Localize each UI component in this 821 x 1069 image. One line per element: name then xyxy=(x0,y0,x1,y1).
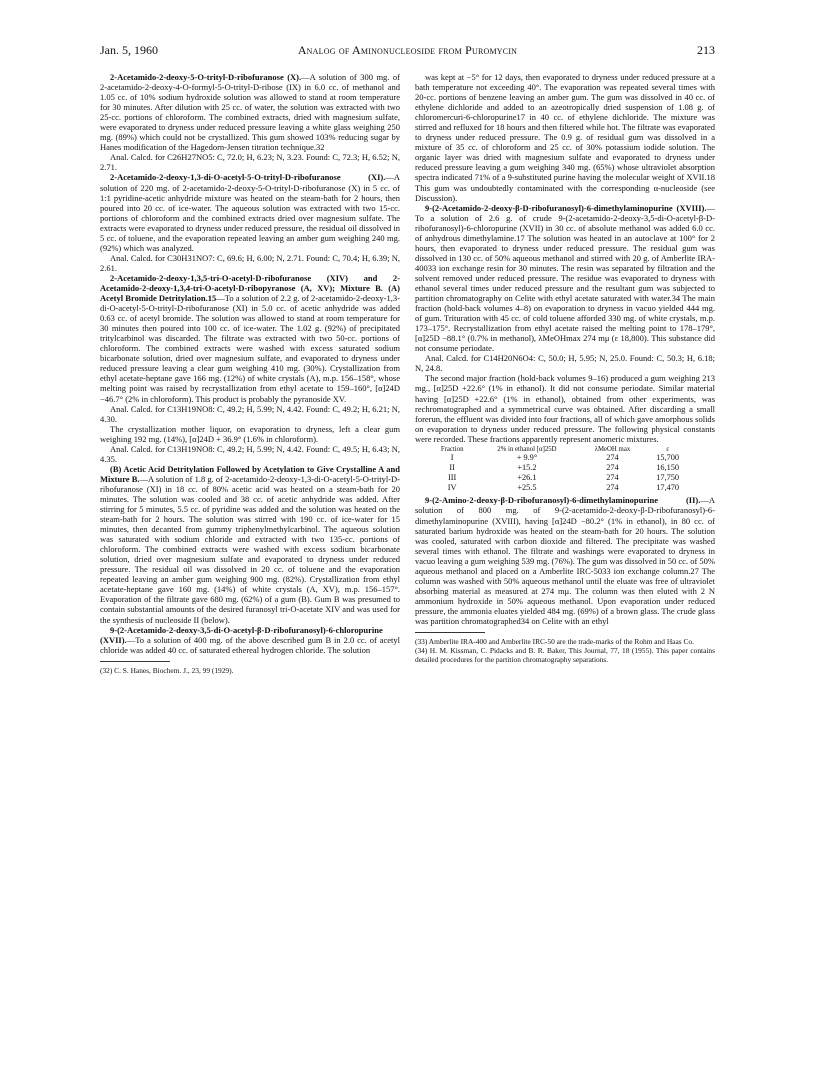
paragraph xyxy=(100,625,400,655)
table-cell: 274 xyxy=(606,453,619,463)
paragraph-text: —A solution of 220 mg. of 2-acetamido-2-deoxy-5-O-trityl-D-ribofuranose (X) in 5 cc. of 1:1 pyridine-acetic anhydride mixture was heated on the steam-bath for 2 hours, then poured into 20 cc. of ice-water. The aqueous solution was extracted with two 15-cc. portions of chloroform and the combined extracts dried over magnesium sulfate. The extracts were evaporated to dryness under reduced pressure, the residual oil dissolved in 5 cc. of toluene, and the evaporation repeated leaving an amber gum weighing 240 mg. (92%) which was analyzed. xyxy=(100,172,400,253)
footnote: (33) Amberlite IRA-400 and Amberlite IRC-50 are the trade-marks of the Rohm and Haas Co. xyxy=(415,637,694,647)
table-header: λMeOH max xyxy=(594,445,631,453)
paragraph xyxy=(415,203,715,354)
paragraph xyxy=(415,72,715,203)
paragraph xyxy=(100,404,400,424)
table-cell: + 9.9° xyxy=(516,453,538,463)
paragraph-text: —To a solution of 2.2 g. of 2-acetamido-2-deoxy-1,3-di-O-acetyl-5-O-trityl-D-ribofuranose (XI) in 5.0 cc. of acetic anhydride was added 0.63 cc. of acetyl bromide. The solution was allowed to stand at room temperature for 30 minutes then poured into 100 cc. of ice-water. The 1.02 g. (92%) of precipitated tritylcarbinol was discarded. The filtrate was extracted with two 50-cc. portions of chloroform. The combined extracts were washed with excess saturated sodium bicarbonate solution, dried over magnesium sulfate, and evaporated to dryness under reduced pressure leaving a clear gum weighing 410 mg. (30%). Crystallization from ethyl acetate-heptane gave 166 mg. (12%) of white crystals (A), m.p. 156–158°, whose melting point was raised by recrystallization from ethyl acetate to 159–160°, [α]24D −46.7° (2% in chloroform). This product is probably the pyranoside XV. xyxy=(100,293,400,404)
right-column xyxy=(415,72,715,664)
table-cell: 274 xyxy=(606,473,619,483)
table-header: ε xyxy=(666,445,670,453)
page-number: 213 xyxy=(697,43,715,57)
paragraph xyxy=(100,253,400,273)
paragraph-text: Anal. Calcd. for C14H20N6O4: C, 50.0; H, 5.95; N, 25.0. Found: C, 50.3; H, 6.18; N, 24.8. xyxy=(415,353,715,374)
table-cell: 274 xyxy=(606,463,619,473)
paragraph-heading: 2-Acetamido-2-deoxy-1,3,5-tri-O-acetyl-D-ribofuranose (XIV) and 2-Acetamido-2-deoxy-1,3,4-tri-O-acetyl-D-ribopyranose (A, XV); Mixture B. (A) Acetyl Bromide Detritylation.15 xyxy=(100,272,400,304)
table-row xyxy=(430,473,690,483)
paragraph-text: Anal. Calcd. for C30H31NO7: C, 69.6; H, 6.00; N, 2.71. Found: C, 70.4; H, 6.39; N, 2.61. xyxy=(100,252,400,273)
rotation-table xyxy=(430,446,690,494)
paragraph-heading: 9-(2-Acetamido-2-deoxy-β-D-ribofuranosyl)-6-dimethylaminopurine (XVIII). xyxy=(425,202,707,213)
running-header xyxy=(100,43,715,57)
paragraph xyxy=(415,495,715,626)
table-cell: IV xyxy=(447,483,457,493)
paragraph xyxy=(415,353,715,373)
table-cell: 17,750 xyxy=(656,473,680,483)
table-row xyxy=(430,463,690,473)
paragraph xyxy=(415,373,715,443)
paragraph-text: —A solution of 1.8 g. of 2-acetamido-2-deoxy-1,3-di-O-acetyl-5-O-trityl-D-ribofuranose (XI) in 18 cc. of 80% acetic acid was heated on a steam-bath for 20 minutes. The solution was cooled and 38 cc. of acetic anhydride was added. After stirring for 5 minutes, 5.5 cc. of pyridine was added and the solution was heated on the steam-bath for 2 hours. The solution was stirred with 190 cc. of ice-water for 15 minutes, then decanted from gummy triphenylmethylcarbinol. The aqueous solution was saturated with sodium chloride and extracted with two 135-cc. portions of chloroform. The combined extracts were washed with excess sodium bicarbonate solution, dried over magnesium sulfate and evaporated to dryness under reduced pressure. The residual oil was dissolved in 20 cc. of toluene and the evaporation repeated leaving an amber gum weighing 900 mg. (82%). Crystallization from ethyl acetate-heptane gave 160 mg. (14%) of white crystals (A, XV), m.p. 156–157°. Evaporation of the filtrate gave 680 mg. (62%) of a gum (B). Gum B was presumed to contain substantial amounts of the desired furanosyl tri-O-acetate XIV and was used for the synthesis of nucleoside II (below). xyxy=(100,473,400,625)
paragraph xyxy=(100,273,400,404)
table-cell: +25.5 xyxy=(517,483,537,493)
paragraph-heading: (B) Acetic Acid Detritylation Followed by Acetylation to Give Crystalline A and Mixture B. xyxy=(100,463,400,484)
paragraph-heading: 9-(2-Acetamido-2-deoxy-3,5-di-O-acetyl-β-D-ribofuranosyl)-6-chloropurine (XVII). xyxy=(100,624,383,645)
paragraph-text: Anal. Calcd. for C13H19NO8: C, 49.2; H, 5.99; N, 4.42. Found: C, 49.5; H, 6.43; N, 4.35. xyxy=(100,443,400,464)
paragraph-text: —To a solution of 2.6 g. of crude 9-(2-acetamido-2-deoxy-3,5-di-O-acetyl-β-D-ribofuranosyl)-6-chloropurine (XVII) in 30 cc. of absolute methanol was added 6.0 cc. of anhydrous dimethylamine.17 The solution was heated in an autoclave at 100° for 2 hours, then evaporated to dryness under reduced pressure. The residual gum was dissolved in 130 cc. of 50% aqueous methanol and stirred with 20 g. of Amberlite IRA-40033 ion exchange resin for 30 minutes. The resin was separated by filtration and the solvent removed under reduced pressure. The residue was evaporated to dryness with ethanol several times under reduced pressure and the resultant gum was subjected to partition chromatography on Celite with ethyl acetate saturated with water.34 The main fraction (hold-back volumes 4–8) on evaporation to dryness in vacuo yielded 444 mg. of gum. Trituration with 45 cc. of cold toluene afforded 330 mg. of white crystals, m.p. 173–175°. Recrystallization from ethyl acetate raised the melting point to 178–179°, [α]25D −88.1° (0.7% in methanol), λMeOHmax 274 mμ (ε 18,800). This substance did not consume periodate. xyxy=(415,202,715,354)
paragraph xyxy=(100,172,400,252)
table-cell: +15.2 xyxy=(517,463,537,473)
table-header: 2% in ethanol [α]25D xyxy=(497,445,557,453)
table-cell: 16,150 xyxy=(656,463,680,473)
paragraph xyxy=(100,152,400,172)
table-row xyxy=(430,453,690,463)
table-cell: 15,700 xyxy=(656,453,680,463)
left-column xyxy=(100,72,400,675)
paragraph-text: The second major fraction (hold-back volumes 9–16) produced a gum weighing 213 mg., [α]25D +22.6° (1% in ethanol). It did not consume periodate. Similar material having [α]25D +22.6° (1% in ethanol), obtained from other experiments, was rechromatographed and a symmetrical curve was obtained. After discarding a small forerun, the effluent was divided into four fractions, all of which gave amorphous solids on evaporation to dryness under reduced pressure. The following physical constants were recorded. These fractions apparently represent anomeric mixtures. xyxy=(415,373,715,444)
footnote-rule xyxy=(100,661,170,662)
paragraph-text: Anal. Calcd. for C13H19NO8: C, 49.2; H, 5.99; N, 4.42. Found: C, 49.2; H, 6.21; N, 4.30. xyxy=(100,403,400,424)
paragraph-heading: 2-Acetamido-2-deoxy-5-O-trityl-D-ribofuranose (X). xyxy=(110,72,302,82)
table-cell: II xyxy=(449,463,455,473)
footnote-rule xyxy=(415,632,485,633)
paragraph xyxy=(100,444,400,464)
table-row xyxy=(430,483,690,493)
paragraph-text: was kept at −5° for 12 days, then evaporated to dryness under reduced pressure at a bath temperature not exceeding 40°. The evaporation was repeated several times with 20-cc. portions of benzene leaving an amber gum. The gum was dissolved in 40 cc. of ethylene dichloride and added to an azeotropically dried suspension of 1.08 g. of chloromercuri-6-chloropurine17 in 40 cc. of ethylene dichloride. The mixture was stirred and refluxed for 18 hours and then filtered while hot. The filtrate was evaporated to dryness under reduced pressure. The 0.9 g. of residual gum was dissolved in a mixture of 35 cc. of chloroform and 25 cc. of 30% potassium iodide solution. The organic layer was dried with magnesium sulfate and evaporated to dryness under reduced pressure leaving a gum weighing 340 mg. (65%) whose ultraviolet absorption spectra indicated 71% of a 9-substituted purine having the molecular weight of XVII.18 This gum was undoubtedly contaminated with the corresponding α-nucleoside (see Discussion). xyxy=(415,72,715,203)
paragraph-heading: 9-(2-Amino-2-deoxy-β-D-ribofuranosyl)-6-dimethylaminopurine (II). xyxy=(425,495,701,506)
paragraph xyxy=(100,424,400,444)
header-title: Analog of Aminonucleoside from Puromycin xyxy=(297,43,518,57)
paragraph-text: Anal. Calcd. for C26H27NO5: C, 72.0; H, 6.23; N, 3.23. Found: C, 72.3; H, 6.52; N, 2.71. xyxy=(100,152,400,173)
footnote: (32) C. S. Hanes, Biochem. J., 23, 99 (1929). xyxy=(100,665,234,675)
header-date: Jan. 5, 1960 xyxy=(100,43,158,57)
table-header: Fraction xyxy=(440,445,464,453)
table-cell: 17,470 xyxy=(656,483,680,493)
paragraph-heading: 2-Acetamido-2-deoxy-1,3-di-O-acetyl-5-O-trityl-D-ribofuranose (XI). xyxy=(110,172,386,183)
paragraph xyxy=(100,464,400,625)
paragraph-text: —To a solution of 400 mg. of the above described gum B in 2.0 cc. of acetyl chloride was added 40 cc. of saturated ethereal hydrogen chloride. The solution xyxy=(100,634,400,655)
footnote: (34) H. M. Kissman, C. Pidacks and B. R. Baker, This Journal, 77, 18 (1955). This paper contains detailed procedures for the partition chromatography separations. xyxy=(415,646,715,665)
paragraph xyxy=(100,72,400,152)
table-cell: +26.1 xyxy=(517,473,537,483)
table-cell: 274 xyxy=(606,483,619,493)
table-cell: III xyxy=(448,473,457,483)
paragraph-text: —A solution of 300 mg. of 2-acetamido-2-deoxy-4-O-formyl-5-O-trityl-D-ribose (IX) in 6.0 cc. of methanol and 1.05 cc. of 10% sodium hydroxide solution was allowed to stand at room temperature for 30 minutes. After dilution with 25 cc. of water, the solution was extracted with two 25-cc. portions of chloroform. The combined extracts, dried with magnesium sulfate, were evaporated to dryness under reduced pressure leaving a white glass weighing 250 mg. (89%) which could not be crystallized. This gum showed 103% reducing sugar by Hanes modification of the Hagedorn-Jensen titration technique.32 xyxy=(100,72,400,153)
paragraph-text: The crystallization mother liquor, on evaporation to dryness, left a clear gum weighing 192 mg. (14%), [α]24D + 36.9° (1.6% in chloroform). xyxy=(100,423,400,444)
table-cell: I xyxy=(450,453,454,463)
paragraph-text: —A solution of 800 mg. of 9-(2-acetamido-2-deoxy-β-D-ribofuranosyl)-6-dimethylaminopurine (XVIII), having [α]24D −80.2° (1% in ethanol), in 80 cc. of saturated barium hydroxide was heated on the steam-bath for 20 hours. The solution was cooled, saturated with carbon dioxide and filtered. The precipitate was washed several times with ethanol. The filtrate and washings were evaporated to dryness in vacuo leaving a gum weighing 539 mg. (76%). The gum was dissolved in 50 cc. of 50% aqueous methanol and placed on a Amberlite IRC-5033 ion exchange column.27 The column was washed with 50% aqueous methanol until the eluate was free of ultraviolet absorbing material as measured at 274 mμ. The column was then eluted with 2 N ammonium hydroxide in 50% aqueous methanol. Upon evaporation under reduced pressure, the ammonia eluates yielded 484 mg. (69%) of a brown glass. The crude glass was partition chromatographed34 on Celite with an ethyl xyxy=(415,495,715,626)
